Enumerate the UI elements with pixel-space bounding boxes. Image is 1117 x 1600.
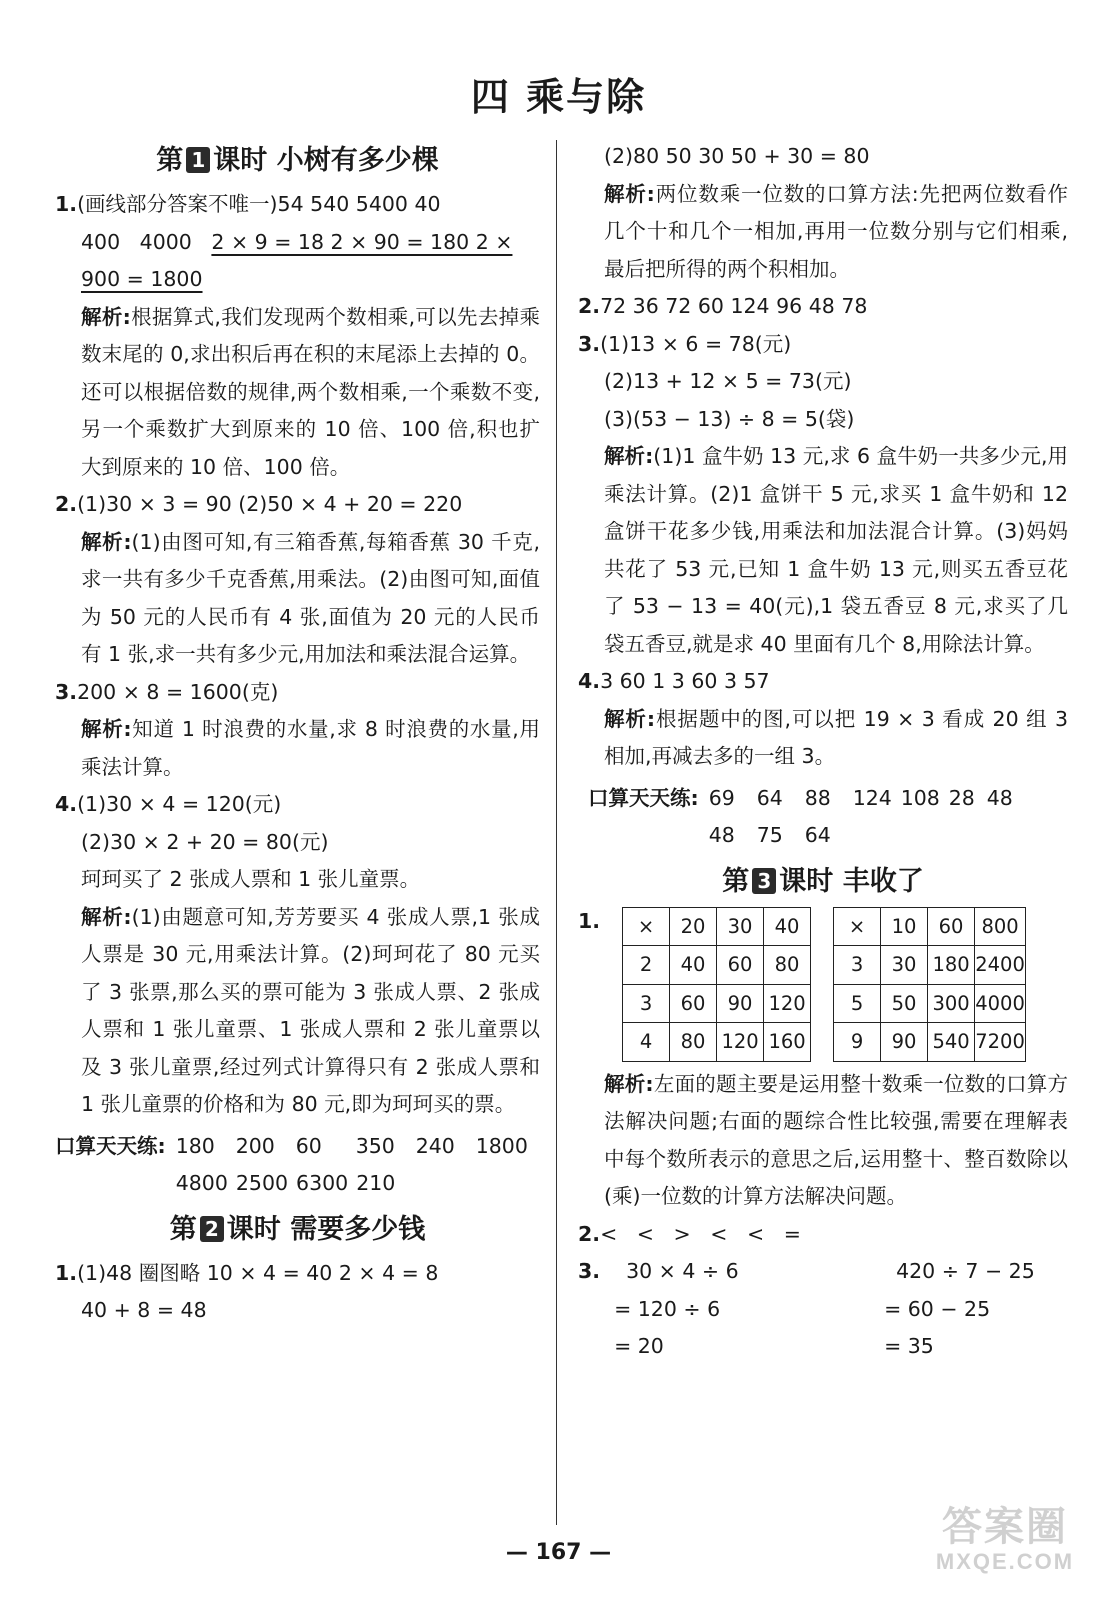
kousuan-practice-2 [578, 780, 1068, 855]
question-number: 4. [55, 792, 78, 816]
answer-line: (1)48 圈图略 10 × 4 = 40 2 × 4 = 8 [77, 1260, 439, 1285]
analysis-block [578, 438, 1068, 663]
answer-line: (1)30 × 4 = 120(元) [77, 792, 282, 816]
lesson-2-question-2 [578, 288, 1068, 326]
answer-line: (3)(53 − 13) ÷ 8 = 5(袋) [604, 406, 855, 431]
table-cell: 30 [717, 907, 764, 946]
kousuan-value: 6300 [296, 1171, 349, 1195]
answer-line: 珂珂买了 2 张成人票和 1 张儿童票。 [81, 867, 421, 891]
column-divider [556, 140, 557, 1525]
table-cell: 4000 [975, 984, 1026, 1023]
question-3 [55, 674, 540, 712]
lesson-2-question-1 [55, 1255, 540, 1293]
kousuan-value: 88 [804, 785, 831, 810]
analysis-block [578, 701, 1068, 776]
analysis-label: 解析: [81, 717, 132, 741]
table-cell: 90 [717, 984, 764, 1023]
table-cell: × [834, 907, 881, 946]
table-cell: 7200 [975, 1023, 1026, 1062]
question-number: 4. [578, 669, 601, 693]
kousuan-label: 口算天天练: [588, 785, 699, 810]
question-number: 3. [55, 679, 78, 704]
question-1-line-3 [55, 261, 540, 299]
table-cell: 120 [717, 1023, 764, 1062]
kousuan-value: 75 [756, 823, 783, 847]
kousuan-value: 48 [986, 785, 1013, 810]
calc-line: = 20 [614, 1334, 664, 1358]
analysis-label: 解析: [81, 904, 132, 929]
table-cell: 9 [834, 1023, 881, 1062]
table-cell: 20 [670, 907, 717, 946]
table-cell: 40 [670, 946, 717, 985]
calc-line: 30 × 4 ÷ 6 [626, 1259, 739, 1283]
question-1-line-2 [55, 224, 540, 262]
table-cell: 60 [717, 946, 764, 985]
question-number: 2. [55, 492, 78, 516]
analysis-label: 解析: [604, 706, 656, 731]
lesson-number-badge: 2 [200, 1216, 224, 1242]
calc-line: 420 ÷ 7 − 25 [896, 1259, 1035, 1283]
lesson-prefix: 第 [722, 865, 750, 897]
kousuan-value: 64 [804, 823, 831, 847]
question-number: 1. [55, 1260, 78, 1285]
question-number: 2. [578, 294, 601, 318]
calc-left [614, 1253, 884, 1366]
answer-line: 40 + 8 = 48 [81, 1298, 207, 1322]
analysis-block [55, 524, 540, 674]
analysis-text: 根据算式,我们发现两个数相乘,可以先去掉乘数末尾的 0,求出积后再在积的末尾添上去掉的 0。还可以根据倍数的规律,两个数相乘,一个乘数不变,另一个乘数扩大到原来的 10 倍、100 倍,积也扩大到原来的 10 倍、100 倍。 [81, 304, 540, 479]
table-row [623, 946, 811, 985]
answer-line: 72 36 72 60 124 96 48 78 [600, 294, 868, 318]
kousuan-value: 180 [175, 1133, 215, 1158]
table-cell: 540 [928, 1023, 975, 1062]
kousuan-value: 240 [415, 1133, 455, 1158]
table-row [834, 907, 1026, 946]
answer-line: (1)30 × 3 = 90 (2)50 × 4 + 20 = 220 [77, 492, 463, 516]
table-cell: 120 [764, 984, 811, 1023]
underlined-answer: 2 × 9 = 18 2 × 90 = 180 2 × [211, 229, 513, 254]
kousuan-values [176, 1128, 540, 1203]
analysis-label: 解析: [81, 304, 131, 329]
answer-line: (画线部分答案不唯一)54 540 5400 40 [77, 192, 441, 216]
watermark-logo [920, 1505, 1090, 1585]
table-cell: 3 [623, 984, 670, 1023]
answer-line: 3 60 1 3 60 3 57 [600, 669, 770, 693]
table-cell: 2400 [975, 946, 1026, 985]
lesson-prefix: 第 [156, 145, 184, 176]
analysis-block [55, 299, 540, 487]
kousuan-value: 108 [900, 785, 940, 810]
lesson-number-badge: 3 [752, 868, 776, 894]
table-cell: 50 [881, 984, 928, 1023]
multiplication-table-left [622, 907, 811, 1062]
analysis-text: (1)1 盒牛奶 13 元,求 6 盒牛奶一共多少元,用乘法计算。(2)1 盒饼干 5 元,求买 1 盒牛奶和 12 盒饼干花多少钱,用乘法和加法混合计算。(3)妈妈共花了 53 元,已知 1 盒牛奶 13 元,则买五香豆花了 53 − 13 = 40(元),1 袋五香豆 8 元,求买了几袋五香豆,就是求 40 里面有几个 8,用除法计算。 [604, 444, 1069, 656]
question-number: 3. [578, 331, 601, 356]
lesson-3-question-1 [578, 907, 1068, 1062]
table-cell: 40 [764, 907, 811, 946]
question-number: 1. [578, 908, 601, 933]
answer-line: 400 4000 [81, 229, 212, 254]
answer-line: (2)13 + 12 × 5 = 73(元) [604, 369, 852, 393]
answer-line: (1)13 × 6 = 78(元) [600, 331, 792, 356]
table-cell: 60 [928, 907, 975, 946]
analysis-block [578, 1066, 1068, 1216]
answer-line: (2)80 50 30 50 + 30 = 80 [604, 144, 870, 168]
analysis-label: 解析: [604, 444, 654, 468]
table-row [834, 946, 1026, 985]
analysis-label: 解析: [81, 529, 132, 554]
table-cell: 90 [881, 1023, 928, 1062]
question-4 [55, 786, 540, 824]
watermark-url: MXQE.COM [935, 1549, 1075, 1574]
table-row [623, 984, 811, 1023]
analysis-label: 解析: [604, 181, 655, 206]
kousuan-value: 1800 [475, 1133, 528, 1158]
answer-line: (2)30 × 2 + 20 = 80(元) [81, 829, 329, 854]
answer-line: 200 × 8 = 1600(克) [77, 679, 279, 704]
table-row [623, 1023, 811, 1062]
question-number: 2. [578, 1221, 601, 1246]
kousuan-values [709, 780, 1068, 855]
analysis-text: 两位数乘一位数的口算方法:先把两位数看作几个十和几个一相加,再用一位数分别与它们相乘,最后把所得的两个积相加。 [604, 181, 1068, 281]
table-cell: 800 [975, 907, 1026, 946]
table-cell: 30 [881, 946, 928, 985]
kousuan-value: 69 [708, 785, 735, 810]
lesson-1-title [55, 140, 540, 182]
kousuan-value: 28 [948, 785, 975, 810]
analysis-text: (1)由图可知,有三箱香蕉,每箱香蕉 30 千克,求一共有多少千克香蕉,用乘法。(2)由图可知,面值为 50 元的人民币有 4 张,面值为 20 元的人民币有 1 张,求一共有多少元,用加法和乘法混合运算。 [81, 529, 540, 666]
lesson-name: 课时 需要多少钱 [226, 1213, 426, 1245]
lesson-number-badge: 1 [186, 147, 210, 173]
question-2 [55, 486, 540, 524]
table-cell: 300 [928, 984, 975, 1023]
watermark-text: 答案圈 [942, 1505, 1068, 1549]
underlined-answer: 900 = 1800 [81, 267, 203, 291]
kousuan-value: 210 [356, 1171, 396, 1195]
analysis-text: 左面的题主要是运用整十数乘一位数的口算方法解决问题;右面的题综合性比较强,需要在理解表中每个数所表示的意思之后,运用整十、整百数除以(乘)一位数的计算方法解决问题。 [604, 1071, 1069, 1208]
table-cell: 5 [834, 984, 881, 1023]
question-number: 1. [55, 192, 78, 216]
table-cell: 180 [928, 946, 975, 985]
lesson-prefix: 第 [169, 1213, 197, 1245]
table-cell: 160 [764, 1023, 811, 1062]
table-cell: 2 [623, 946, 670, 985]
analysis-text: 知道 1 时浪费的水量,求 8 时浪费的水量,用乘法计算。 [81, 717, 541, 779]
kousuan-value: 48 [708, 823, 735, 847]
lesson-name: 课时 丰收了 [779, 865, 924, 897]
analysis-label: 解析: [604, 1071, 654, 1096]
table-cell: 10 [881, 907, 928, 946]
calc-right [884, 1253, 1084, 1366]
analysis-block [55, 899, 540, 1124]
table-row [834, 1023, 1026, 1062]
table-cell: × [623, 907, 670, 946]
lesson-name: 课时 小树有多少棵 [213, 145, 439, 176]
table-cell: 4 [623, 1023, 670, 1062]
analysis-text: 根据题中的图,可以把 19 × 3 看成 20 组 3 相加,再减去多的一组 3。 [604, 706, 1068, 768]
kousuan-value: 2500 [235, 1171, 289, 1195]
lesson-3-title [578, 861, 1068, 903]
table-row [623, 907, 811, 946]
kousuan-value: 200 [235, 1133, 275, 1158]
chapter-title: 四 乘与除 [470, 75, 647, 119]
kousuan-value: 4800 [175, 1171, 228, 1195]
lesson-2-question-3 [578, 326, 1068, 364]
kousuan-value: 124 [852, 785, 892, 810]
calc-line: = 60 − 25 [884, 1296, 991, 1321]
question-number: 3. [578, 1259, 601, 1283]
analysis-block [578, 176, 1068, 289]
lesson-3-question-2 [578, 1216, 1068, 1254]
kousuan-practice-1 [55, 1128, 540, 1203]
multiplication-table-right [833, 907, 1026, 1062]
kousuan-value: 350 [355, 1133, 395, 1158]
left-column [55, 138, 540, 1330]
calc-line: = 120 ÷ 6 [614, 1296, 721, 1321]
kousuan-value: 64 [756, 785, 783, 810]
table-cell: 80 [764, 946, 811, 985]
table-cell: 3 [834, 946, 881, 985]
kousuan-label: 口算天天练: [55, 1133, 166, 1158]
kousuan-value: 60 [295, 1133, 322, 1158]
page-number: — 167 — [505, 1540, 612, 1565]
table-cell: 60 [670, 984, 717, 1023]
right-column [578, 138, 1068, 1366]
lesson-2-question-4 [578, 663, 1068, 701]
calc-line: = 35 [884, 1334, 934, 1358]
table-cell: 80 [670, 1023, 717, 1062]
question-1 [55, 186, 540, 224]
answer-line: < < > < < = [600, 1221, 801, 1246]
calculation-steps [600, 1253, 1084, 1366]
analysis-text: (1)由题意可知,芳芳要买 4 张成人票,1 张成人票是 30 元,用乘法计算。(2)珂珂花了 80 元买了 3 张票,那么买的票可能为 3 张成人票、2 张成人票和 1 张儿童票、1 张成人票和 2 张儿童票以及 3 张儿童票,经过列式计算得只有 2 张成人票和 1 张儿童票的价格和为 80 元,即为珂珂买的票。 [81, 904, 540, 1116]
analysis-block [55, 711, 540, 786]
table-row [834, 984, 1026, 1023]
lesson-2-title [55, 1209, 540, 1251]
lesson-3-question-3 [578, 1253, 1068, 1366]
